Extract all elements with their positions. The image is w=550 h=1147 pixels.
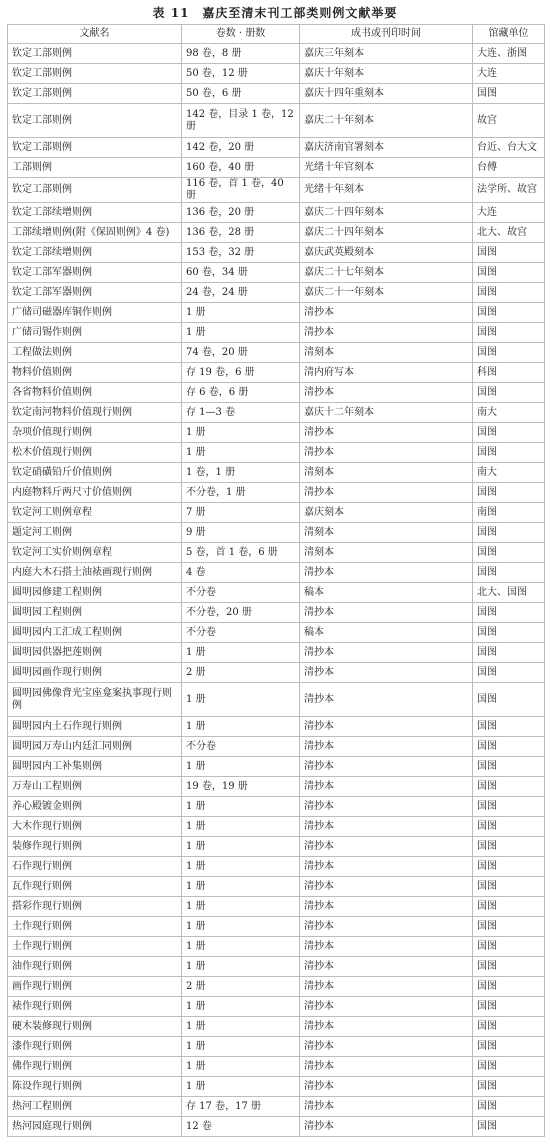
cell-volumes: 50 卷，12 册 bbox=[182, 64, 300, 84]
cell-volumes: 存 6 卷，6 册 bbox=[182, 383, 300, 403]
cell-collection: 国图 bbox=[473, 383, 545, 403]
table-row bbox=[8, 737, 545, 757]
cell-date: 嘉庆二十七年刻本 bbox=[300, 263, 473, 283]
cell-title: 画作现行则例 bbox=[8, 977, 182, 997]
cell-date: 清抄本 bbox=[300, 1077, 473, 1097]
table-row bbox=[8, 877, 545, 897]
cell-volumes: 1 册 bbox=[182, 837, 300, 857]
cell-title: 油作现行则例 bbox=[8, 957, 182, 977]
cell-volumes: 1 册 bbox=[182, 957, 300, 977]
cell-collection: 国图 bbox=[473, 817, 545, 837]
table-row bbox=[8, 643, 545, 663]
cell-collection: 台近、台大文 bbox=[473, 138, 545, 158]
cell-date: 嘉庆武英殿刻本 bbox=[300, 243, 473, 263]
table-row bbox=[8, 138, 545, 158]
cell-volumes: 不分卷 bbox=[182, 737, 300, 757]
cell-collection: 南图 bbox=[473, 503, 545, 523]
cell-title: 圆明园内工汇成工程则例 bbox=[8, 623, 182, 643]
table-row bbox=[8, 797, 545, 817]
table-row bbox=[8, 583, 545, 603]
cell-collection: 国图 bbox=[473, 563, 545, 583]
cell-volumes: 160 卷，40 册 bbox=[182, 158, 300, 178]
cell-title: 杂项价值现行则例 bbox=[8, 423, 182, 443]
cell-collection: 大连、浙图 bbox=[473, 44, 545, 64]
cell-collection: 国图 bbox=[473, 737, 545, 757]
table-row bbox=[8, 897, 545, 917]
cell-date: 清抄本 bbox=[300, 323, 473, 343]
table-row bbox=[8, 223, 545, 243]
cell-date: 清抄本 bbox=[300, 423, 473, 443]
cell-date: 清抄本 bbox=[300, 303, 473, 323]
cell-volumes: 存 17 卷，17 册 bbox=[182, 1097, 300, 1117]
cell-date: 清抄本 bbox=[300, 643, 473, 663]
table-row bbox=[8, 203, 545, 223]
cell-collection: 大连 bbox=[473, 203, 545, 223]
table-row bbox=[8, 1037, 545, 1057]
cell-date: 清抄本 bbox=[300, 383, 473, 403]
cell-title: 陈设作现行则例 bbox=[8, 1077, 182, 1097]
cell-collection: 国图 bbox=[473, 1077, 545, 1097]
cell-volumes: 5 卷，首 1 卷，6 册 bbox=[182, 543, 300, 563]
table-row bbox=[8, 64, 545, 84]
cell-date: 清抄本 bbox=[300, 1117, 473, 1137]
cell-title: 大木作现行则例 bbox=[8, 817, 182, 837]
cell-volumes: 1 册 bbox=[182, 303, 300, 323]
cell-collection: 国图 bbox=[473, 243, 545, 263]
cell-collection: 北大、国图 bbox=[473, 583, 545, 603]
cell-title: 钦定工部则例 bbox=[8, 178, 182, 203]
cell-date: 清抄本 bbox=[300, 443, 473, 463]
cell-date: 清抄本 bbox=[300, 837, 473, 857]
table-row bbox=[8, 937, 545, 957]
table-row bbox=[8, 283, 545, 303]
cell-volumes: 不分卷，20 册 bbox=[182, 603, 300, 623]
cell-collection: 国图 bbox=[473, 757, 545, 777]
cell-volumes: 1 册 bbox=[182, 1017, 300, 1037]
cell-volumes: 1 册 bbox=[182, 1057, 300, 1077]
table-row bbox=[8, 777, 545, 797]
cell-date: 清内府写本 bbox=[300, 363, 473, 383]
cell-collection: 国图 bbox=[473, 977, 545, 997]
table-row bbox=[8, 263, 545, 283]
table-row bbox=[8, 1097, 545, 1117]
cell-date: 清抄本 bbox=[300, 737, 473, 757]
cell-date: 嘉庆济南官署刻本 bbox=[300, 138, 473, 158]
cell-title: 石作现行则例 bbox=[8, 857, 182, 877]
table-row bbox=[8, 523, 545, 543]
cell-volumes: 1 册 bbox=[182, 1077, 300, 1097]
cell-title: 搭彩作现行则例 bbox=[8, 897, 182, 917]
cell-date: 清抄本 bbox=[300, 897, 473, 917]
cell-collection: 国图 bbox=[473, 937, 545, 957]
cell-collection: 国图 bbox=[473, 897, 545, 917]
table-row bbox=[8, 837, 545, 857]
cell-volumes: 136 卷，20 册 bbox=[182, 203, 300, 223]
cell-title: 圆明园佛像背光宝座龛案执事现行则例 bbox=[8, 683, 182, 717]
table-row bbox=[8, 243, 545, 263]
cell-collection: 国图 bbox=[473, 877, 545, 897]
cell-title: 瓦作现行则例 bbox=[8, 877, 182, 897]
cell-volumes: 2 册 bbox=[182, 977, 300, 997]
cell-volumes: 1 册 bbox=[182, 877, 300, 897]
cell-volumes: 1 册 bbox=[182, 643, 300, 663]
cell-collection: 国图 bbox=[473, 837, 545, 857]
cell-title: 土作现行则例 bbox=[8, 917, 182, 937]
cell-volumes: 存 19 卷，6 册 bbox=[182, 363, 300, 383]
cell-volumes: 1 册 bbox=[182, 797, 300, 817]
cell-title: 广储司锡作则例 bbox=[8, 323, 182, 343]
cell-volumes: 136 卷，28 册 bbox=[182, 223, 300, 243]
table-row bbox=[8, 383, 545, 403]
cell-volumes: 1 册 bbox=[182, 917, 300, 937]
cell-date: 清抄本 bbox=[300, 563, 473, 583]
cell-date: 嘉庆二十四年刻本 bbox=[300, 203, 473, 223]
cell-volumes: 不分卷，1 册 bbox=[182, 483, 300, 503]
table-row bbox=[8, 178, 545, 203]
cell-collection: 国图 bbox=[473, 643, 545, 663]
cell-collection: 国图 bbox=[473, 423, 545, 443]
cell-date: 清抄本 bbox=[300, 1097, 473, 1117]
table-row bbox=[8, 623, 545, 643]
cell-collection: 大连 bbox=[473, 64, 545, 84]
cell-collection: 国图 bbox=[473, 1117, 545, 1137]
table-row bbox=[8, 303, 545, 323]
cell-title: 题定河工则例 bbox=[8, 523, 182, 543]
cell-title: 工程做法则例 bbox=[8, 343, 182, 363]
cell-title: 钦定工部军器则例 bbox=[8, 283, 182, 303]
cell-title: 圆明园供器把莲则例 bbox=[8, 643, 182, 663]
cell-date: 嘉庆刻本 bbox=[300, 503, 473, 523]
cell-title: 钦定河工实价则例章程 bbox=[8, 543, 182, 563]
header-title: 文献名 bbox=[8, 25, 182, 44]
table-body bbox=[8, 44, 545, 1137]
table-row bbox=[8, 158, 545, 178]
cell-date: 嘉庆二十年刻本 bbox=[300, 104, 473, 138]
cell-volumes: 12 卷 bbox=[182, 1117, 300, 1137]
cell-volumes: 19 卷，19 册 bbox=[182, 777, 300, 797]
cell-collection: 国图 bbox=[473, 443, 545, 463]
cell-date: 清刻本 bbox=[300, 463, 473, 483]
table-row bbox=[8, 817, 545, 837]
cell-title: 钦定工部续增则例 bbox=[8, 243, 182, 263]
table-row bbox=[8, 977, 545, 997]
cell-date: 嘉庆二十四年刻本 bbox=[300, 223, 473, 243]
cell-date: 清抄本 bbox=[300, 817, 473, 837]
cell-collection: 国图 bbox=[473, 797, 545, 817]
cell-collection: 国图 bbox=[473, 523, 545, 543]
cell-date: 稿本 bbox=[300, 583, 473, 603]
cell-date: 清抄本 bbox=[300, 1017, 473, 1037]
cell-title: 土作现行则例 bbox=[8, 937, 182, 957]
cell-volumes: 1 册 bbox=[182, 683, 300, 717]
table-row bbox=[8, 323, 545, 343]
cell-volumes: 98 卷，8 册 bbox=[182, 44, 300, 64]
cell-volumes: 1 册 bbox=[182, 997, 300, 1017]
cell-title: 裱作现行则例 bbox=[8, 997, 182, 1017]
cell-title: 工部续增则例(附《保固则例》4 卷) bbox=[8, 223, 182, 243]
cell-collection: 国图 bbox=[473, 283, 545, 303]
cell-title: 物料价值则例 bbox=[8, 363, 182, 383]
cell-collection: 国图 bbox=[473, 343, 545, 363]
cell-title: 圆明园画作现行则例 bbox=[8, 663, 182, 683]
cell-collection: 国图 bbox=[473, 717, 545, 737]
cell-title: 圆明园修建工程则例 bbox=[8, 583, 182, 603]
cell-title: 硬木装修现行则例 bbox=[8, 1017, 182, 1037]
cell-volumes: 1 册 bbox=[182, 717, 300, 737]
cell-collection: 科图 bbox=[473, 363, 545, 383]
table-row bbox=[8, 917, 545, 937]
cell-date: 嘉庆三年刻本 bbox=[300, 44, 473, 64]
cell-volumes: 116 卷，首 1 卷，40 册 bbox=[182, 178, 300, 203]
cell-date: 清抄本 bbox=[300, 1037, 473, 1057]
table-row bbox=[8, 84, 545, 104]
cell-title: 内庭物料斤两尺寸价值则例 bbox=[8, 483, 182, 503]
cell-title: 热河工程则例 bbox=[8, 1097, 182, 1117]
table-row bbox=[8, 717, 545, 737]
cell-volumes: 142 卷，20 册 bbox=[182, 138, 300, 158]
table-title: 表 11 嘉庆至清末刊工部类则例文献举要 bbox=[152, 6, 398, 20]
cell-collection: 国图 bbox=[473, 1097, 545, 1117]
cell-volumes: 50 卷，6 册 bbox=[182, 84, 300, 104]
table-row bbox=[8, 563, 545, 583]
table-row bbox=[8, 997, 545, 1017]
table-row bbox=[8, 1057, 545, 1077]
cell-date: 清抄本 bbox=[300, 877, 473, 897]
cell-title: 工部则例 bbox=[8, 158, 182, 178]
cell-volumes: 60 卷，34 册 bbox=[182, 263, 300, 283]
cell-collection: 国图 bbox=[473, 917, 545, 937]
cell-volumes: 9 册 bbox=[182, 523, 300, 543]
cell-title: 钦定河工则例章程 bbox=[8, 503, 182, 523]
cell-title: 装修作现行则例 bbox=[8, 837, 182, 857]
cell-title: 佛作现行则例 bbox=[8, 1057, 182, 1077]
cell-date: 光绪十年刻本 bbox=[300, 178, 473, 203]
table-row bbox=[8, 1117, 545, 1137]
cell-volumes: 4 卷 bbox=[182, 563, 300, 583]
table-row bbox=[8, 603, 545, 623]
header-volumes: 卷数 · 册数 bbox=[182, 25, 300, 44]
cell-collection: 国图 bbox=[473, 543, 545, 563]
table-row bbox=[8, 663, 545, 683]
cell-date: 清刻本 bbox=[300, 523, 473, 543]
cell-volumes: 1 册 bbox=[182, 857, 300, 877]
cell-date: 清抄本 bbox=[300, 977, 473, 997]
table-row bbox=[8, 957, 545, 977]
cell-collection: 台傅 bbox=[473, 158, 545, 178]
cell-date: 清刻本 bbox=[300, 543, 473, 563]
cell-date: 嘉庆十二年刻本 bbox=[300, 403, 473, 423]
cell-title: 圆明园工程则例 bbox=[8, 603, 182, 623]
cell-volumes: 存 1—3 卷 bbox=[182, 403, 300, 423]
cell-date: 清抄本 bbox=[300, 603, 473, 623]
documents-table bbox=[7, 24, 545, 1137]
cell-title: 各省物料价值则例 bbox=[8, 383, 182, 403]
cell-collection: 国图 bbox=[473, 84, 545, 104]
cell-title: 圆明园万寿山内廷汇同则例 bbox=[8, 737, 182, 757]
cell-title: 钦定工部则例 bbox=[8, 64, 182, 84]
cell-title: 万寿山工程则例 bbox=[8, 777, 182, 797]
table-row bbox=[8, 543, 545, 563]
cell-date: 嘉庆十年刻本 bbox=[300, 64, 473, 84]
cell-title: 钦定南河物料价值现行则例 bbox=[8, 403, 182, 423]
cell-title: 热河园庭现行则例 bbox=[8, 1117, 182, 1137]
cell-title: 圆明园内工补集则例 bbox=[8, 757, 182, 777]
cell-title: 松木价值现行则例 bbox=[8, 443, 182, 463]
cell-date: 稿本 bbox=[300, 623, 473, 643]
cell-date: 清抄本 bbox=[300, 483, 473, 503]
table-header-row bbox=[8, 25, 545, 44]
table-row bbox=[8, 104, 545, 138]
cell-date: 嘉庆二十一年刻本 bbox=[300, 283, 473, 303]
cell-collection: 国图 bbox=[473, 957, 545, 977]
table-row bbox=[8, 1017, 545, 1037]
cell-title: 养心殿镀金则例 bbox=[8, 797, 182, 817]
cell-date: 清抄本 bbox=[300, 663, 473, 683]
cell-title: 内庭大木石搭土油裱画现行则例 bbox=[8, 563, 182, 583]
table-row bbox=[8, 1077, 545, 1097]
cell-title: 钦定工部军器则例 bbox=[8, 263, 182, 283]
cell-collection: 国图 bbox=[473, 777, 545, 797]
cell-collection: 故宫 bbox=[473, 104, 545, 138]
cell-title: 圆明园内土石作现行则例 bbox=[8, 717, 182, 737]
cell-date: 清抄本 bbox=[300, 857, 473, 877]
cell-collection: 国图 bbox=[473, 663, 545, 683]
cell-title: 钦定工部则例 bbox=[8, 104, 182, 138]
cell-date: 清抄本 bbox=[300, 917, 473, 937]
cell-title: 钦定工部则例 bbox=[8, 138, 182, 158]
cell-collection: 国图 bbox=[473, 1037, 545, 1057]
cell-collection: 北大、故宫 bbox=[473, 223, 545, 243]
cell-title: 钦定工部续增则例 bbox=[8, 203, 182, 223]
cell-date: 光绪十年官刻本 bbox=[300, 158, 473, 178]
cell-title: 广储司磁器库铜作则例 bbox=[8, 303, 182, 323]
cell-volumes: 74 卷，20 册 bbox=[182, 343, 300, 363]
cell-date: 嘉庆十四年重刻本 bbox=[300, 84, 473, 104]
header-date: 成书或刊印时间 bbox=[300, 25, 473, 44]
cell-volumes: 142 卷，目录 1 卷，12 册 bbox=[182, 104, 300, 138]
table-row bbox=[8, 423, 545, 443]
cell-collection: 国图 bbox=[473, 623, 545, 643]
cell-volumes: 24 卷，24 册 bbox=[182, 283, 300, 303]
cell-date: 清抄本 bbox=[300, 1057, 473, 1077]
cell-date: 清抄本 bbox=[300, 957, 473, 977]
table-row bbox=[8, 463, 545, 483]
table-row bbox=[8, 403, 545, 423]
cell-title: 钦定工部则例 bbox=[8, 84, 182, 104]
cell-volumes: 1 册 bbox=[182, 757, 300, 777]
cell-volumes: 1 册 bbox=[182, 1037, 300, 1057]
cell-collection: 国图 bbox=[473, 997, 545, 1017]
cell-date: 清抄本 bbox=[300, 937, 473, 957]
table-row bbox=[8, 857, 545, 877]
cell-collection: 国图 bbox=[473, 263, 545, 283]
cell-collection: 国图 bbox=[473, 603, 545, 623]
cell-volumes: 2 册 bbox=[182, 663, 300, 683]
cell-volumes: 1 册 bbox=[182, 323, 300, 343]
cell-title: 钦定硝磺铅斤价值则例 bbox=[8, 463, 182, 483]
table-row bbox=[8, 443, 545, 463]
cell-volumes: 7 册 bbox=[182, 503, 300, 523]
cell-volumes: 1 册 bbox=[182, 443, 300, 463]
cell-volumes: 1 册 bbox=[182, 817, 300, 837]
cell-date: 清抄本 bbox=[300, 777, 473, 797]
table-row bbox=[8, 757, 545, 777]
cell-date: 清抄本 bbox=[300, 757, 473, 777]
cell-collection: 南大 bbox=[473, 403, 545, 423]
table-row bbox=[8, 683, 545, 717]
cell-date: 清抄本 bbox=[300, 997, 473, 1017]
cell-date: 清抄本 bbox=[300, 683, 473, 717]
cell-collection: 南大 bbox=[473, 463, 545, 483]
cell-title: 漆作现行则例 bbox=[8, 1037, 182, 1057]
cell-volumes: 153 卷，32 册 bbox=[182, 243, 300, 263]
cell-collection: 国图 bbox=[473, 857, 545, 877]
cell-volumes: 1 卷，1 册 bbox=[182, 463, 300, 483]
cell-volumes: 不分卷 bbox=[182, 583, 300, 603]
cell-collection: 国图 bbox=[473, 1057, 545, 1077]
cell-collection: 国图 bbox=[473, 483, 545, 503]
table-row bbox=[8, 483, 545, 503]
cell-volumes: 1 册 bbox=[182, 897, 300, 917]
cell-date: 清抄本 bbox=[300, 717, 473, 737]
cell-volumes: 1 册 bbox=[182, 423, 300, 443]
table-row bbox=[8, 343, 545, 363]
cell-collection: 国图 bbox=[473, 683, 545, 717]
table-row bbox=[8, 503, 545, 523]
table-row bbox=[8, 363, 545, 383]
cell-title: 钦定工部则例 bbox=[8, 44, 182, 64]
cell-collection: 国图 bbox=[473, 303, 545, 323]
cell-collection: 国图 bbox=[473, 323, 545, 343]
header-collection: 馆藏单位 bbox=[473, 25, 545, 44]
cell-date: 清刻本 bbox=[300, 343, 473, 363]
cell-volumes: 1 册 bbox=[182, 937, 300, 957]
cell-volumes: 不分卷 bbox=[182, 623, 300, 643]
table-row bbox=[8, 44, 545, 64]
cell-collection: 国图 bbox=[473, 1017, 545, 1037]
cell-date: 清抄本 bbox=[300, 797, 473, 817]
cell-collection: 法学所、故宫 bbox=[473, 178, 545, 203]
